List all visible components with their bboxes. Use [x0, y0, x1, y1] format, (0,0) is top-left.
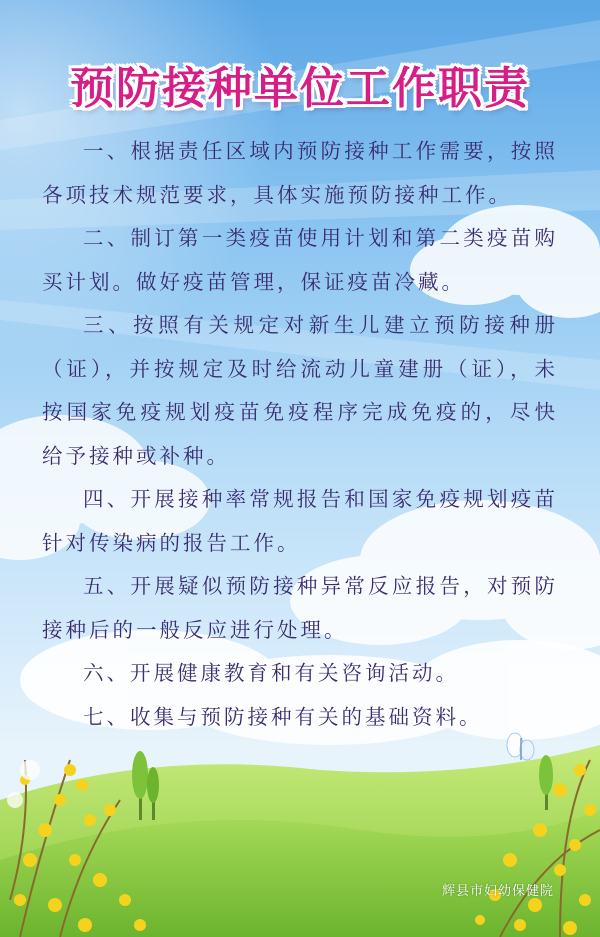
duty-item-6: 六、开展健康教育和有关咨询活动。 [83, 661, 459, 685]
duty-item-5: 五、开展疑似预防接种异常反应报告，对预防接种后的一般反应进行处理。 [42, 574, 558, 642]
page-title: 预防接种单位工作职责 [70, 63, 530, 114]
organization-name: 辉县市妇幼保健院 [441, 884, 554, 899]
duty-list [42, 130, 558, 739]
duty-item-7: 七、收集与预防接种有关的基础资料。 [83, 704, 483, 729]
duty-item-3: 三、按照有关规定对新生儿建立预防接种册（证），并按规定及时给流动儿童建册（证），未按国家免疫规划疫苗免疫程序完成免疫的，尽快给予接种或补种。 [42, 313, 558, 468]
duty-item-4: 四、开展接种率常规报告和国家免疫规划疫苗针对传染病的报告工作。 [42, 487, 558, 555]
duty-item-1: 一、根据责任区域内预防接种工作需要，按照各项技术规范要求，具体实施预防接种工作。 [42, 139, 558, 207]
duty-item-2: 二、制订第一类疫苗使用计划和第二类疫苗购买计划。做好疫苗管理，保证疫苗冷藏。 [42, 226, 558, 294]
